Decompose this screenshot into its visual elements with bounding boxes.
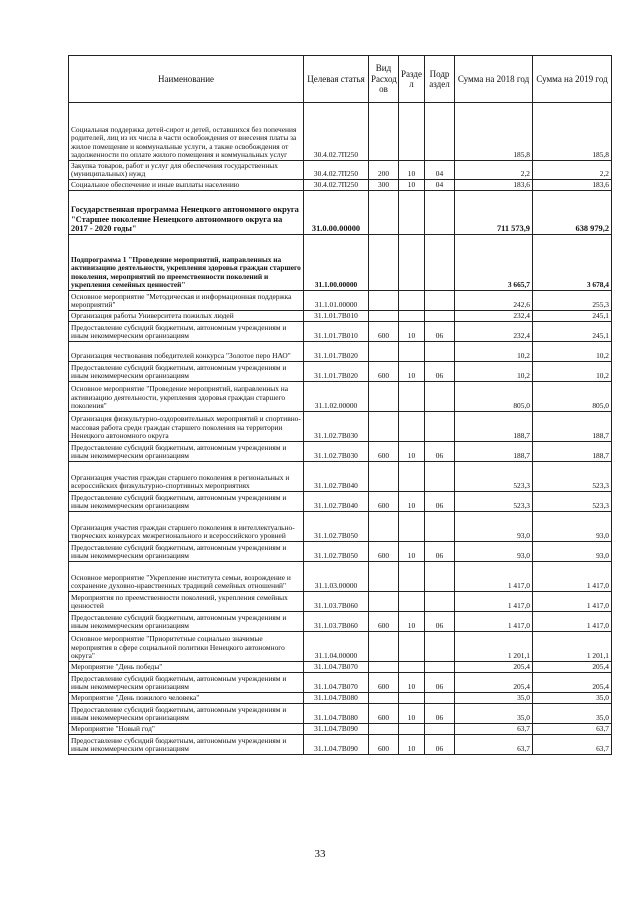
cell-sum-2018: 205,4 xyxy=(455,673,533,693)
cell-name: Мероприятие "День пожилого человека" xyxy=(69,693,304,704)
cell-target-code: 31.1.04.00000 xyxy=(304,632,369,662)
cell-subsection: 06 xyxy=(425,492,455,512)
budget-table xyxy=(68,55,612,755)
table-row xyxy=(69,103,612,161)
cell-target-code: 31.0.00.00000 xyxy=(304,191,369,235)
cell-name: Основное мероприятие "Укрепление института семьи, возрождение и сохранение духовно-нравственных традиций семейных отношений" xyxy=(69,562,304,592)
cell-target-code: 31.1.02.7В040 xyxy=(304,492,369,512)
cell-sum-2019: 93,0 xyxy=(533,542,612,562)
cell-subsection xyxy=(425,562,455,592)
cell-expense-type: 600 xyxy=(369,735,399,755)
cell-section: 10 xyxy=(399,542,425,562)
cell-name: Основное мероприятие "Приоритетные социально значимые мероприятия в сфере социальной политики Ненецкого автономного округа" xyxy=(69,632,304,662)
cell-subsection: 06 xyxy=(425,704,455,724)
cell-target-code: 31.1.04.7В080 xyxy=(304,704,369,724)
cell-subsection xyxy=(425,342,455,362)
cell-name: Мероприятие "Новый год" xyxy=(69,724,304,735)
table-row xyxy=(69,693,612,704)
cell-section xyxy=(399,592,425,612)
cell-section: 10 xyxy=(399,161,425,180)
cell-sum-2018: 1 201,1 xyxy=(455,632,533,662)
header-expense: Вид Расход ов xyxy=(369,56,399,103)
cell-name: Предоставление субсидий бюджетным, автономным учреждениям и иным некоммерческим организациям xyxy=(69,362,304,382)
cell-subsection xyxy=(425,632,455,662)
cell-sum-2019: 1 417,0 xyxy=(533,562,612,592)
cell-subsection xyxy=(425,662,455,673)
cell-section: 10 xyxy=(399,492,425,512)
cell-name: Предоставление субсидий бюджетным, автономным учреждениям и иным некоммерческим организациям xyxy=(69,735,304,755)
cell-expense-type xyxy=(369,412,399,442)
cell-sum-2018: 188,7 xyxy=(455,412,533,442)
table-row xyxy=(69,322,612,342)
cell-sum-2019: 1 417,0 xyxy=(533,612,612,632)
cell-section: 10 xyxy=(399,180,425,191)
cell-expense-type xyxy=(369,311,399,322)
cell-section xyxy=(399,632,425,662)
cell-expense-type xyxy=(369,235,399,291)
cell-name: Мероприятие "День победы" xyxy=(69,662,304,673)
cell-expense-type: 600 xyxy=(369,362,399,382)
cell-name: Социальное обеспечение и иные выплаты населению xyxy=(69,180,304,191)
cell-subsection xyxy=(425,693,455,704)
table-row xyxy=(69,442,612,462)
cell-section xyxy=(399,291,425,311)
cell-sum-2019: 10,2 xyxy=(533,342,612,362)
cell-target-code: 31.1.02.7В050 xyxy=(304,512,369,542)
page-number: 33 xyxy=(314,848,326,860)
cell-name: Организация работы Университета пожилых людей xyxy=(69,311,304,322)
cell-sum-2019: 185,8 xyxy=(533,103,612,161)
cell-subsection xyxy=(425,462,455,492)
cell-sum-2018: 63,7 xyxy=(455,724,533,735)
cell-section: 10 xyxy=(399,612,425,632)
cell-subsection xyxy=(425,412,455,442)
table-row xyxy=(69,492,612,512)
cell-expense-type: 200 xyxy=(369,161,399,180)
cell-sum-2019: 245,1 xyxy=(533,322,612,342)
cell-target-code: 31.1.04.7В080 xyxy=(304,693,369,704)
cell-section: 10 xyxy=(399,362,425,382)
cell-name: Основное мероприятие "Методическая и информационная поддержка мероприятий" xyxy=(69,291,304,311)
cell-expense-type xyxy=(369,562,399,592)
table-row xyxy=(69,512,612,542)
cell-subsection xyxy=(425,235,455,291)
header-name: Наименование xyxy=(69,56,304,103)
cell-sum-2019: 3 678,4 xyxy=(533,235,612,291)
cell-sum-2018: 1 417,0 xyxy=(455,562,533,592)
cell-expense-type: 600 xyxy=(369,704,399,724)
cell-expense-type: 600 xyxy=(369,542,399,562)
cell-sum-2018: 711 573,9 xyxy=(455,191,533,235)
cell-sum-2019: 638 979,2 xyxy=(533,191,612,235)
cell-sum-2018: 185,8 xyxy=(455,103,533,161)
cell-sum-2019: 205,4 xyxy=(533,673,612,693)
cell-name: Предоставление субсидий бюджетным, автономным учреждениям и иным некоммерческим организациям xyxy=(69,442,304,462)
cell-sum-2019: 188,7 xyxy=(533,412,612,442)
cell-target-code: 31.1.02.7В040 xyxy=(304,462,369,492)
cell-name: Предоставление субсидий бюджетным, автономным учреждениям и иным некоммерческим организациям xyxy=(69,542,304,562)
cell-sum-2019: 2,2 xyxy=(533,161,612,180)
cell-sum-2018: 183,6 xyxy=(455,180,533,191)
table-row xyxy=(69,704,612,724)
cell-name: Организация участия граждан старшего поколения в региональных и всероссийских физкультурно-спортивных мероприятиях xyxy=(69,462,304,492)
cell-expense-type xyxy=(369,662,399,673)
cell-subsection: 06 xyxy=(425,542,455,562)
cell-target-code: 31.1.01.7В010 xyxy=(304,311,369,322)
cell-name: Предоставление субсидий бюджетным, автономным учреждениям и иным некоммерческим организациям xyxy=(69,673,304,693)
cell-target-code: 31.1.02.7В030 xyxy=(304,442,369,462)
cell-target-code: 31.1.04.7В090 xyxy=(304,724,369,735)
cell-name: Мероприятия по преемственности поколений, укрепления семейных ценностей xyxy=(69,592,304,612)
cell-subsection xyxy=(425,191,455,235)
cell-sum-2018: 232,4 xyxy=(455,322,533,342)
cell-sum-2019: 183,6 xyxy=(533,180,612,191)
table-row xyxy=(69,191,612,235)
cell-target-code: 31.1.02.00000 xyxy=(304,382,369,412)
cell-section xyxy=(399,191,425,235)
cell-sum-2018: 242,6 xyxy=(455,291,533,311)
cell-expense-type xyxy=(369,342,399,362)
cell-expense-type: 300 xyxy=(369,180,399,191)
cell-section: 10 xyxy=(399,673,425,693)
cell-target-code: 31.1.04.7В070 xyxy=(304,673,369,693)
cell-expense-type: 600 xyxy=(369,612,399,632)
cell-expense-type: 600 xyxy=(369,322,399,342)
cell-target-code: 31.1.01.7В010 xyxy=(304,322,369,342)
cell-section xyxy=(399,462,425,492)
cell-target-code: 31.1.01.00000 xyxy=(304,291,369,311)
cell-name: Предоставление субсидий бюджетным, автономным учреждениям и иным некоммерческим организациям xyxy=(69,492,304,512)
cell-name: Предоставление субсидий бюджетным, автономным учреждениям и иным некоммерческим организациям xyxy=(69,704,304,724)
cell-section xyxy=(399,382,425,412)
cell-section: 10 xyxy=(399,735,425,755)
cell-expense-type xyxy=(369,512,399,542)
cell-expense-type xyxy=(369,724,399,735)
cell-subsection: 06 xyxy=(425,673,455,693)
cell-target-code: 31.1.03.7В060 xyxy=(304,612,369,632)
header-target: Целевая статья xyxy=(304,56,369,103)
cell-subsection xyxy=(425,382,455,412)
cell-expense-type xyxy=(369,462,399,492)
cell-sum-2018: 1 417,0 xyxy=(455,592,533,612)
cell-name: Подпрограмма 1 "Проведение мероприятий, направленных на активизацию деятельности, укрепления здоровья граждан старшего поколения, мероприятий по преемственности поколений и укрепления семейных ценностей" xyxy=(69,235,304,291)
cell-sum-2018: 523,3 xyxy=(455,462,533,492)
table-row xyxy=(69,673,612,693)
cell-sum-2018: 10,2 xyxy=(455,362,533,382)
cell-sum-2018: 93,0 xyxy=(455,542,533,562)
cell-sum-2018: 63,7 xyxy=(455,735,533,755)
cell-name: Организация участия граждан старшего поколения в интеллектуально-творческих конкурсах межрегионального и всероссийского уровней xyxy=(69,512,304,542)
cell-expense-type xyxy=(369,693,399,704)
table-row xyxy=(69,662,612,673)
cell-sum-2019: 63,7 xyxy=(533,724,612,735)
cell-section xyxy=(399,693,425,704)
cell-sum-2018: 1 417,0 xyxy=(455,612,533,632)
cell-expense-type xyxy=(369,103,399,161)
table-row xyxy=(69,632,612,662)
cell-section xyxy=(399,311,425,322)
cell-expense-type xyxy=(369,592,399,612)
cell-target-code: 31.1.04.7В070 xyxy=(304,662,369,673)
cell-section xyxy=(399,662,425,673)
cell-subsection: 06 xyxy=(425,612,455,632)
cell-name: Организация чествования победителей конкурса "Золотое перо НАО" xyxy=(69,342,304,362)
cell-sum-2018: 523,3 xyxy=(455,492,533,512)
header-sum-2019: Сумма на 2019 год xyxy=(533,56,612,103)
budget-table-sheet xyxy=(68,55,611,755)
cell-sum-2018: 93,0 xyxy=(455,512,533,542)
table-row xyxy=(69,235,612,291)
cell-subsection: 06 xyxy=(425,322,455,342)
cell-subsection: 04 xyxy=(425,161,455,180)
cell-target-code: 31.1.02.7В050 xyxy=(304,542,369,562)
table-row xyxy=(69,542,612,562)
table-row xyxy=(69,382,612,412)
cell-target-code: 31.1.02.7В030 xyxy=(304,412,369,442)
cell-section xyxy=(399,342,425,362)
cell-section xyxy=(399,724,425,735)
cell-target-code: 31.1.00.00000 xyxy=(304,235,369,291)
table-row xyxy=(69,612,612,632)
cell-subsection: 04 xyxy=(425,180,455,191)
cell-sum-2018: 188,7 xyxy=(455,442,533,462)
cell-sum-2019: 805,0 xyxy=(533,382,612,412)
cell-subsection xyxy=(425,291,455,311)
cell-subsection: 06 xyxy=(425,442,455,462)
cell-sum-2018: 35,0 xyxy=(455,693,533,704)
cell-section: 10 xyxy=(399,442,425,462)
table-row xyxy=(69,562,612,592)
table-row xyxy=(69,311,612,322)
cell-name: Предоставление субсидий бюджетным, автономным учреждениям и иным некоммерческим организациям xyxy=(69,612,304,632)
table-header-row xyxy=(69,56,612,103)
cell-sum-2019: 93,0 xyxy=(533,512,612,542)
cell-target-code: 31.1.01.7В020 xyxy=(304,342,369,362)
cell-sum-2018: 232,4 xyxy=(455,311,533,322)
cell-name: Предоставление субсидий бюджетным, автономным учреждениям и иным некоммерческим организациям xyxy=(69,322,304,342)
table-row xyxy=(69,180,612,191)
cell-subsection: 06 xyxy=(425,735,455,755)
table-row xyxy=(69,462,612,492)
cell-sum-2019: 1 201,1 xyxy=(533,632,612,662)
cell-sum-2018: 805,0 xyxy=(455,382,533,412)
cell-section: 10 xyxy=(399,704,425,724)
cell-name: Закупка товаров, работ и услуг для обеспечения государственных (муниципальных) нужд xyxy=(69,161,304,180)
cell-sum-2019: 188,7 xyxy=(533,442,612,462)
table-row xyxy=(69,724,612,735)
cell-section xyxy=(399,235,425,291)
table-row xyxy=(69,362,612,382)
header-sum-2018: Сумма на 2018 год xyxy=(455,56,533,103)
cell-target-code: 30.4.02.7П250 xyxy=(304,180,369,191)
cell-target-code: 31.1.04.7В090 xyxy=(304,735,369,755)
cell-target-code: 31.1.03.7В060 xyxy=(304,592,369,612)
cell-sum-2019: 245,1 xyxy=(533,311,612,322)
cell-sum-2018: 205,4 xyxy=(455,662,533,673)
cell-expense-type: 600 xyxy=(369,442,399,462)
cell-sum-2019: 205,4 xyxy=(533,662,612,673)
cell-sum-2019: 1 417,0 xyxy=(533,592,612,612)
cell-sum-2019: 255,3 xyxy=(533,291,612,311)
cell-section xyxy=(399,412,425,442)
table-row xyxy=(69,735,612,755)
cell-name: Организация физкультурно-оздоровительных мероприятий и спортивно-массовая работа среди граждан старшего поколения на территории Ненецкого автономного округа xyxy=(69,412,304,442)
table-row xyxy=(69,342,612,362)
cell-target-code: 31.1.03.00000 xyxy=(304,562,369,592)
cell-expense-type xyxy=(369,632,399,662)
cell-target-code: 30.4.02.7П250 xyxy=(304,161,369,180)
cell-name: Основное мероприятие "Проведение мероприятий, направленных на активизацию деятельности, укрепления здоровья граждан старшего поколения" xyxy=(69,382,304,412)
table-body xyxy=(69,103,612,755)
header-subsection: Подр аздел xyxy=(425,56,455,103)
cell-sum-2019: 63,7 xyxy=(533,735,612,755)
cell-sum-2018: 2,2 xyxy=(455,161,533,180)
cell-subsection: 06 xyxy=(425,362,455,382)
cell-name: Государственная программа Ненецкого автономного округа "Старшее поколение Ненецкого автономного округа на 2017 - 2020 годы" xyxy=(69,191,304,235)
cell-subsection xyxy=(425,512,455,542)
cell-subsection xyxy=(425,724,455,735)
table-row xyxy=(69,592,612,612)
table-row xyxy=(69,412,612,442)
header-section: Разде л xyxy=(399,56,425,103)
cell-section xyxy=(399,512,425,542)
cell-sum-2019: 35,0 xyxy=(533,693,612,704)
table-row xyxy=(69,291,612,311)
cell-target-code: 31.1.01.7В020 xyxy=(304,362,369,382)
table-row xyxy=(69,161,612,180)
cell-section xyxy=(399,562,425,592)
cell-sum-2019: 523,3 xyxy=(533,462,612,492)
cell-sum-2019: 10,2 xyxy=(533,362,612,382)
cell-sum-2018: 10,2 xyxy=(455,342,533,362)
cell-subsection xyxy=(425,592,455,612)
cell-section xyxy=(399,103,425,161)
cell-sum-2018: 35,0 xyxy=(455,704,533,724)
cell-section: 10 xyxy=(399,322,425,342)
cell-sum-2019: 523,3 xyxy=(533,492,612,512)
cell-subsection xyxy=(425,103,455,161)
cell-sum-2018: 3 665,7 xyxy=(455,235,533,291)
cell-expense-type xyxy=(369,291,399,311)
cell-expense-type: 600 xyxy=(369,673,399,693)
cell-subsection xyxy=(425,311,455,322)
cell-name: Социальная поддержка детей-сирот и детей, оставшихся без попечения родителей, лиц из их числа в части освобождения от внесения платы за жилое помещение и коммунальные услуги, а также освобождения от задолженности по оплате жилого помещения и коммунальных услуг xyxy=(69,103,304,161)
cell-sum-2019: 35,0 xyxy=(533,704,612,724)
cell-expense-type: 600 xyxy=(369,492,399,512)
cell-expense-type xyxy=(369,191,399,235)
cell-target-code: 30.4.02.7П250 xyxy=(304,103,369,161)
cell-expense-type xyxy=(369,382,399,412)
